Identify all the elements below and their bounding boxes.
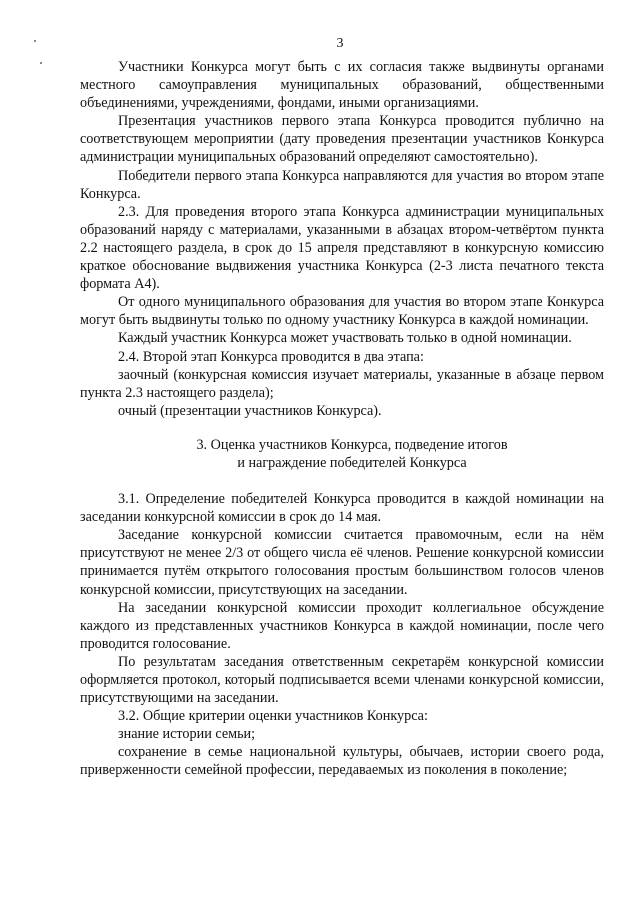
scan-speck: [34, 40, 36, 42]
paragraph: 2.3. Для проведения второго этапа Конкурса администрации муниципальных образований наряду с материалами, указанными в абзацах втором-четвёртом пункта 2.2 настоящего раздела, в срок до 15 апреля представляют в конкурсную комиссию краткое обоснование выдвижения участника Конкурса (2-3 листа печатного текста формата А4).: [80, 203, 604, 293]
paragraph: сохранение в семье национальной культуры, обычаев, истории своего рода, приверженности семейной профессии, передаваемых из поколения в поколение;: [80, 744, 604, 779]
section-heading-line: и награждение победителей Конкурса: [237, 454, 467, 471]
paragraph: 3.1. Определение победителей Конкурса проводится в каждой номинации на заседании конкурсной комиссии в срок до 14 мая.: [80, 491, 604, 526]
section-heading: [80, 436, 604, 472]
paragraph: заочный (конкурсная комиссия изучает материалы, указанные в абзаце первом пункта 2.3 настоящего раздела);: [80, 366, 604, 401]
paragraph: 2.4. Второй этап Конкурса проводится в два этапа:: [118, 348, 424, 365]
paragraph: Участники Конкурса могут быть с их согласия также выдвинуты органами местного самоуправления муниципальных образований, общественными объединениями, учреждениями, фондами, иными организациями.: [80, 59, 604, 112]
paragraph: очный (презентации участников Конкурса).: [118, 402, 382, 419]
paragraph: 3.2. Общие критерии оценки участников Конкурса:: [118, 708, 428, 725]
paragraph: Заседание конкурсной комиссии считается правомочным, если на нём присутствуют не менее 2/3 от общего числа её членов. Решение конкурсной комиссии принимается путём открытого голосования простым большинством голосов членов конкурсной комиссии, присутствующих на заседании.: [80, 527, 604, 598]
paragraph: знание истории семьи;: [118, 726, 256, 743]
paragraph: Презентация участников первого этапа Конкурса проводится публично на соответствующем мероприятии (дату проведения презентации участников Конкурса администрации муниципальных образований определяют самостоятельно).: [80, 113, 604, 166]
section-heading-line: 3. Оценка участников Конкурса, подведение итогов: [196, 436, 508, 453]
paragraph: От одного муниципального образования для участия во втором этапе Конкурса могут быть выдвинуты только по одному участнику Конкурса в каждой номинации.: [80, 294, 604, 329]
paragraph: На заседании конкурсной комиссии проходит коллегиальное обсуждение каждого из представленных участников Конкурса в каждой номинации, после чего проводится голосование.: [80, 599, 604, 652]
paragraph: Каждый участник Конкурса может участвовать только в одной номинации.: [118, 330, 572, 347]
scan-speck: [40, 62, 42, 64]
document-body: [80, 58, 604, 780]
paragraph: По результатам заседания ответственным секретарём конкурсной комиссии оформляется протокол, который подписывается всеми членами конкурсной комиссии, присутствующими на заседании.: [80, 653, 604, 707]
paragraph: Победители первого этапа Конкурса направляются для участия во втором этапе Конкурса.: [80, 167, 604, 202]
page-number: 3: [336, 36, 344, 51]
